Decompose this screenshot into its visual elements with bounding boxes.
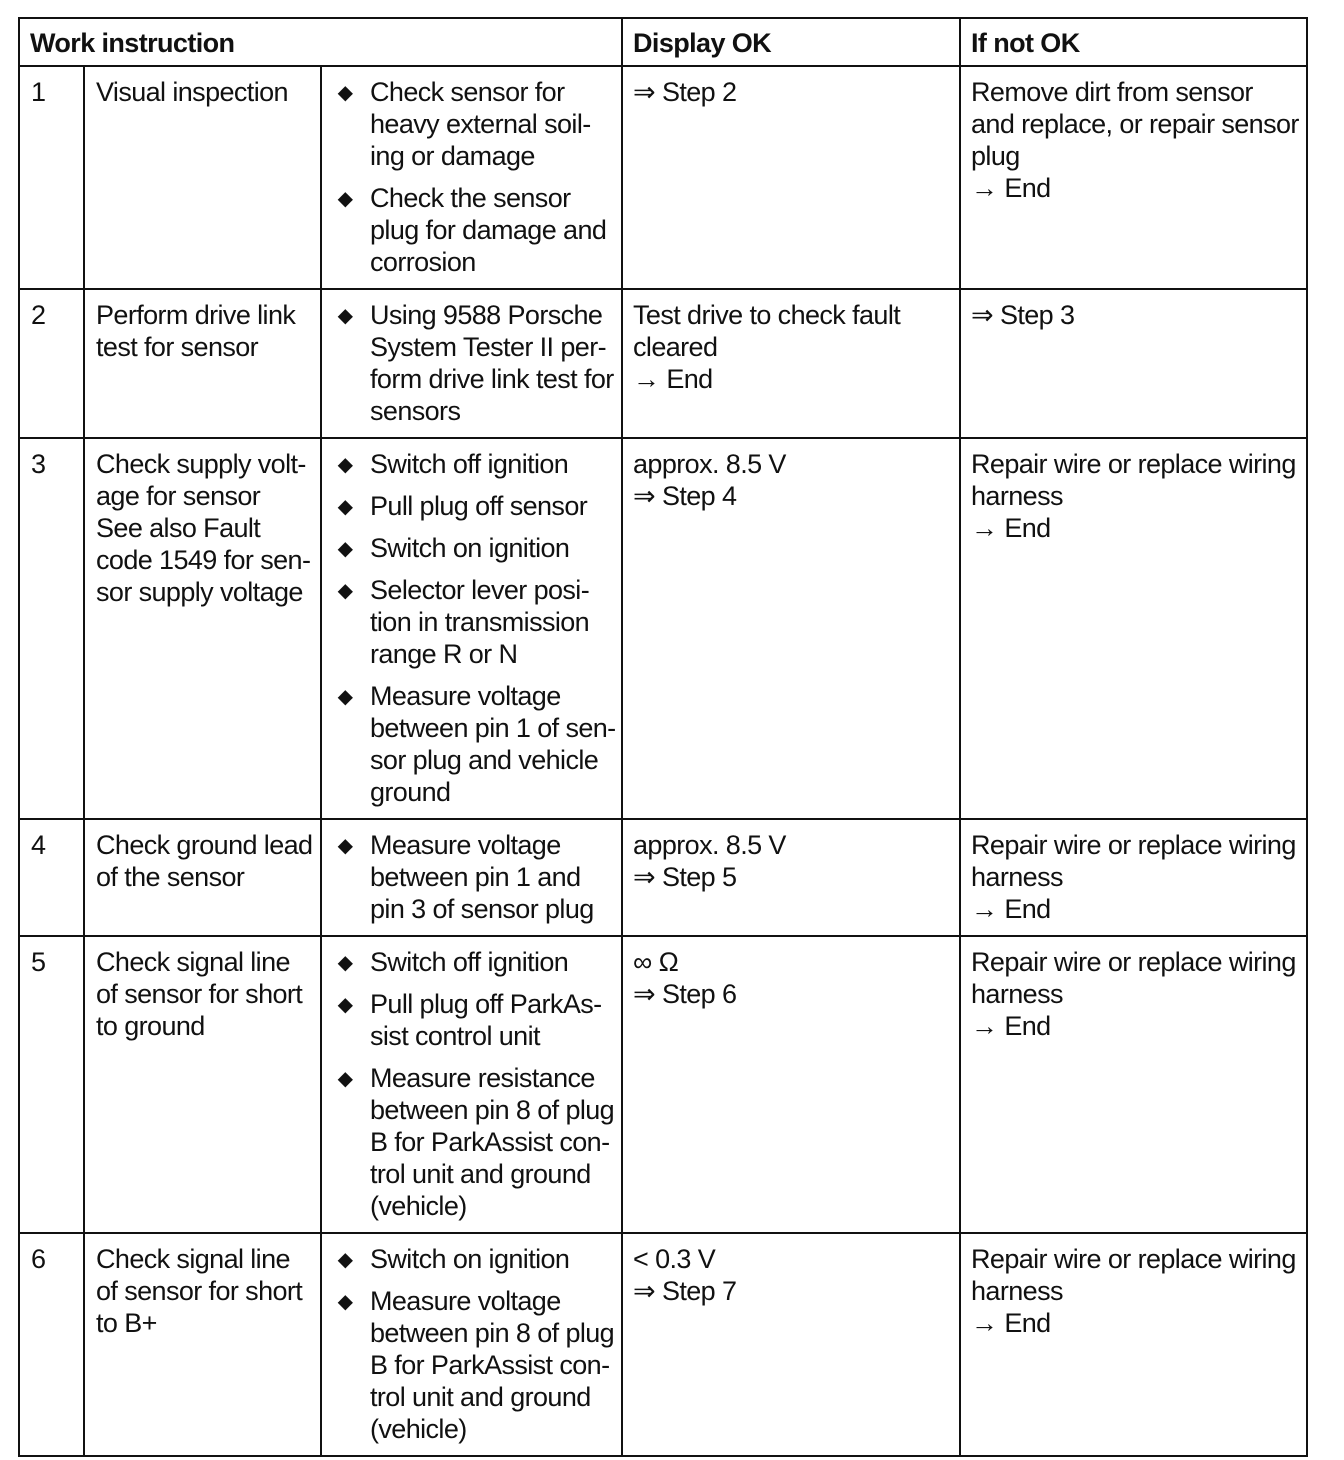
step-description-line: Check supply volt-age for sensor — [96, 449, 306, 511]
step-actions — [321, 438, 622, 819]
if-not-ok-line: ⇒ Step 3 — [971, 300, 1075, 330]
display-ok-cell — [622, 936, 960, 1233]
display-ok-line: Test drive to check fault cleared — [633, 300, 901, 362]
diamond-bullet-icon: ◆ — [337, 1289, 353, 1313]
if-not-ok-line: Repair wire or replace wiring harness — [971, 449, 1296, 511]
diamond-bullet-icon: ◆ — [337, 80, 353, 104]
step-number: 5 — [19, 936, 84, 1233]
if-not-ok-line: → End — [971, 894, 1051, 924]
action-item — [332, 299, 617, 427]
step-number: 6 — [19, 1233, 84, 1456]
diamond-bullet-icon: ◆ — [337, 992, 353, 1016]
step-description-line: See also Fault code 1549 for sen-sor supply voltage — [96, 513, 311, 607]
step-description-line: Check signal line of sensor for short to ground — [96, 947, 303, 1041]
diamond-bullet-icon: ◆ — [337, 494, 353, 518]
action-text: Pull plug off ParkAs-sist control unit — [370, 989, 602, 1051]
action-text: Check sensor for heavy external soil-ing or damage — [370, 77, 591, 171]
step-description — [84, 936, 321, 1233]
action-item — [332, 448, 617, 480]
step-description — [84, 438, 321, 819]
if-not-ok-line: Repair wire or replace wiring harness — [971, 1244, 1296, 1306]
if-not-ok-line: → End — [971, 1308, 1051, 1338]
diamond-bullet-icon: ◆ — [337, 1247, 353, 1271]
actions-list — [332, 76, 617, 278]
work-instruction-table — [18, 17, 1308, 1457]
diamond-bullet-icon: ◆ — [337, 452, 353, 476]
action-text: Selector lever posi-tion in transmission range R or N — [370, 575, 590, 669]
display-ok-line: approx. 8.5 V — [633, 449, 786, 479]
header-if-not-ok: If not OK — [960, 18, 1307, 66]
header-work-instruction: Work instruction — [19, 18, 622, 66]
table-row — [19, 936, 1307, 1233]
actions-list — [332, 829, 617, 925]
action-item — [332, 532, 617, 564]
display-ok-line: < 0.3 V — [633, 1244, 716, 1274]
action-text: Switch off ignition — [370, 449, 569, 479]
action-item — [332, 490, 617, 522]
if-not-ok-line: → End — [971, 173, 1051, 203]
table-row — [19, 289, 1307, 438]
table-row — [19, 438, 1307, 819]
action-text: Pull plug off sensor — [370, 491, 588, 521]
if-not-ok-line: Remove dirt from sensor and replace, or repair sensor plug — [971, 77, 1299, 171]
if-not-ok-line: → End — [971, 513, 1051, 543]
action-text: Measure voltage between pin 1 of sen-sor plug and vehicle ground — [370, 681, 616, 807]
action-text: Using 9588 Porsche System Tester II per-form drive link test for sensors — [370, 300, 614, 426]
actions-list — [332, 448, 617, 808]
step-description-line: Perform drive link test for sensor — [96, 300, 296, 362]
action-text: Switch on ignition — [370, 1244, 570, 1274]
diamond-bullet-icon: ◆ — [337, 833, 353, 857]
if-not-ok-cell — [960, 819, 1307, 936]
display-ok-line: ⇒ Step 6 — [633, 979, 737, 1009]
step-description-line: Check signal line of sensor for short to B+ — [96, 1244, 303, 1338]
action-item — [332, 829, 617, 925]
table-header-row — [19, 18, 1307, 66]
if-not-ok-line: Repair wire or replace wiring harness — [971, 947, 1296, 1009]
display-ok-line: ⇒ Step 7 — [633, 1276, 737, 1306]
if-not-ok-cell — [960, 66, 1307, 289]
action-text: Measure voltage between pin 1 and pin 3 of sensor plug — [370, 830, 594, 924]
if-not-ok-cell — [960, 1233, 1307, 1456]
step-description — [84, 289, 321, 438]
diamond-bullet-icon: ◆ — [337, 1066, 353, 1090]
action-item — [332, 988, 617, 1052]
display-ok-cell — [622, 289, 960, 438]
action-item — [332, 1062, 617, 1222]
action-text: Measure resistance between pin 8 of plug B for ParkAssist con-trol unit and ground (vehicle) — [370, 1063, 615, 1221]
step-actions — [321, 289, 622, 438]
action-item — [332, 1243, 617, 1275]
display-ok-cell — [622, 438, 960, 819]
action-item — [332, 182, 617, 278]
action-text: Check the sensor plug for damage and corrosion — [370, 183, 607, 277]
action-item — [332, 946, 617, 978]
display-ok-cell — [622, 819, 960, 936]
action-item — [332, 1285, 617, 1445]
table-row — [19, 1233, 1307, 1456]
display-ok-cell — [622, 66, 960, 289]
step-description-line: Check ground lead of the sensor — [96, 830, 313, 892]
step-actions — [321, 936, 622, 1233]
diamond-bullet-icon: ◆ — [337, 950, 353, 974]
step-number: 3 — [19, 438, 84, 819]
diamond-bullet-icon: ◆ — [337, 186, 353, 210]
actions-list — [332, 946, 617, 1222]
step-number: 4 — [19, 819, 84, 936]
step-actions — [321, 66, 622, 289]
action-item — [332, 574, 617, 670]
diamond-bullet-icon: ◆ — [337, 578, 353, 602]
actions-list — [332, 1243, 617, 1445]
action-text: Measure voltage between pin 8 of plug B for ParkAssist con-trol unit and ground (vehicle) — [370, 1286, 615, 1444]
if-not-ok-cell — [960, 936, 1307, 1233]
header-display-ok: Display OK — [622, 18, 960, 66]
table-body — [19, 66, 1307, 1456]
if-not-ok-cell — [960, 438, 1307, 819]
actions-list — [332, 299, 617, 427]
display-ok-line: → End — [633, 364, 713, 394]
if-not-ok-line: Repair wire or replace wiring harness — [971, 830, 1296, 892]
table-row — [19, 819, 1307, 936]
action-item — [332, 76, 617, 172]
action-text: Switch off ignition — [370, 947, 569, 977]
diamond-bullet-icon: ◆ — [337, 536, 353, 560]
if-not-ok-line: → End — [971, 1011, 1051, 1041]
step-actions — [321, 1233, 622, 1456]
step-actions — [321, 819, 622, 936]
display-ok-line: ⇒ Step 4 — [633, 481, 737, 511]
step-number: 2 — [19, 289, 84, 438]
diamond-bullet-icon: ◆ — [337, 684, 353, 708]
step-description-line: Visual inspection — [96, 77, 288, 107]
table-row — [19, 66, 1307, 289]
action-item — [332, 680, 617, 808]
if-not-ok-cell — [960, 289, 1307, 438]
display-ok-cell — [622, 1233, 960, 1456]
display-ok-line: ⇒ Step 2 — [633, 77, 737, 107]
display-ok-line: ∞ Ω — [633, 947, 679, 977]
diamond-bullet-icon: ◆ — [337, 303, 353, 327]
display-ok-line: approx. 8.5 V — [633, 830, 786, 860]
display-ok-line: ⇒ Step 5 — [633, 862, 737, 892]
step-description — [84, 1233, 321, 1456]
work-instruction-table-container — [18, 17, 1306, 1457]
step-description — [84, 819, 321, 936]
action-text: Switch on ignition — [370, 533, 570, 563]
step-number: 1 — [19, 66, 84, 289]
step-description — [84, 66, 321, 289]
